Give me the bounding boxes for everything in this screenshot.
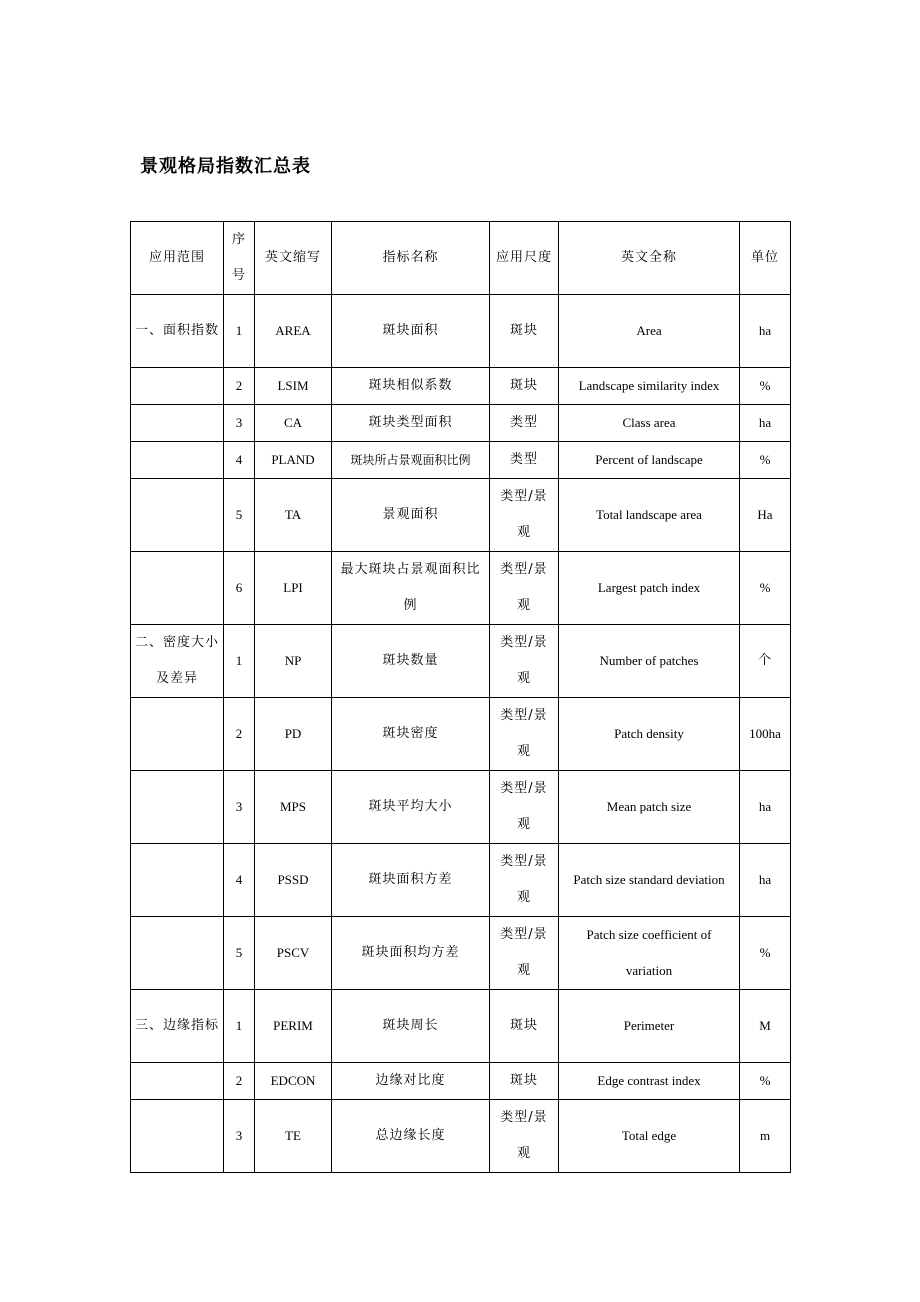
- index-table: [130, 221, 791, 1173]
- cell-scope: 二、密度大小及差异: [131, 625, 224, 698]
- cell-full: Total landscape area: [559, 479, 740, 552]
- cell-scale: 斑块: [490, 990, 559, 1063]
- cell-abbr: NP: [255, 625, 332, 698]
- cell-scale: 类型/景观: [490, 698, 559, 771]
- cell-name: 斑块面积: [332, 295, 490, 368]
- cell-abbr: PLAND: [255, 442, 332, 479]
- cell-full: Mean patch size: [559, 771, 740, 844]
- cell-name: 边缘对比度: [332, 1063, 490, 1100]
- cell-name: 斑块类型面积: [332, 405, 490, 442]
- cell-abbr: PERIM: [255, 990, 332, 1063]
- cell-full: Total edge: [559, 1100, 740, 1173]
- cell-unit: Ha: [740, 479, 791, 552]
- table-row: [131, 368, 791, 405]
- cell-scope: 一、面积指数: [131, 295, 224, 368]
- cell-no: 2: [224, 368, 255, 405]
- cell-unit: ha: [740, 295, 791, 368]
- cell-scope: [131, 771, 224, 844]
- cell-abbr: LPI: [255, 552, 332, 625]
- cell-full: Class area: [559, 405, 740, 442]
- cell-abbr: CA: [255, 405, 332, 442]
- cell-abbr: TE: [255, 1100, 332, 1173]
- table-row: [131, 1100, 791, 1173]
- cell-scope: [131, 1063, 224, 1100]
- table-row: [131, 442, 791, 479]
- cell-no: 5: [224, 479, 255, 552]
- cell-name: 斑块平均大小: [332, 771, 490, 844]
- cell-unit: %: [740, 1063, 791, 1100]
- cell-name: 最大斑块占景观面积比例: [332, 552, 490, 625]
- cell-abbr: LSIM: [255, 368, 332, 405]
- cell-no: 1: [224, 990, 255, 1063]
- cell-scale: 类型/景观: [490, 844, 559, 917]
- cell-full: Number of patches: [559, 625, 740, 698]
- cell-scope: [131, 1100, 224, 1173]
- page-title: 景观格局指数汇总表: [140, 156, 311, 177]
- cell-name: 斑块面积方差: [332, 844, 490, 917]
- cell-scope: [131, 442, 224, 479]
- header-no: 序号: [224, 222, 255, 295]
- header-scale: 应用尺度: [490, 222, 559, 295]
- cell-scale: 类型/景观: [490, 552, 559, 625]
- table-row: [131, 405, 791, 442]
- cell-name: 斑块周长: [332, 990, 490, 1063]
- cell-unit: %: [740, 368, 791, 405]
- cell-name: 斑块所占景观面积比例: [332, 442, 490, 479]
- cell-unit: 个: [740, 625, 791, 698]
- cell-scope: [131, 844, 224, 917]
- table-row: [131, 771, 791, 844]
- cell-full: Edge contrast index: [559, 1063, 740, 1100]
- cell-full: Area: [559, 295, 740, 368]
- cell-unit: 100ha: [740, 698, 791, 771]
- cell-scope: [131, 917, 224, 990]
- table-header-row: [131, 222, 791, 295]
- cell-scope: [131, 698, 224, 771]
- table-row: [131, 844, 791, 917]
- cell-scale: 类型/景观: [490, 771, 559, 844]
- cell-scale: 类型: [490, 405, 559, 442]
- header-unit: 单位: [740, 222, 791, 295]
- table-row: [131, 295, 791, 368]
- cell-full: Patch density: [559, 698, 740, 771]
- cell-abbr: PD: [255, 698, 332, 771]
- cell-unit: M: [740, 990, 791, 1063]
- cell-full: Percent of landscape: [559, 442, 740, 479]
- cell-unit: ha: [740, 844, 791, 917]
- cell-name: 总边缘长度: [332, 1100, 490, 1173]
- cell-no: 1: [224, 295, 255, 368]
- cell-no: 6: [224, 552, 255, 625]
- cell-scope: [131, 368, 224, 405]
- cell-no: 3: [224, 771, 255, 844]
- cell-no: 5: [224, 917, 255, 990]
- cell-scope: [131, 479, 224, 552]
- cell-no: 2: [224, 1063, 255, 1100]
- cell-scale: 类型/景观: [490, 479, 559, 552]
- cell-scale: 斑块: [490, 295, 559, 368]
- table-row: [131, 1063, 791, 1100]
- cell-full: Patch size coefficient of variation: [559, 917, 740, 990]
- cell-name: 斑块相似系数: [332, 368, 490, 405]
- cell-full: Patch size standard deviation: [559, 844, 740, 917]
- header-full: 英文全称: [559, 222, 740, 295]
- cell-name: 斑块面积均方差: [332, 917, 490, 990]
- table-row: [131, 552, 791, 625]
- cell-no: 1: [224, 625, 255, 698]
- cell-full: Landscape similarity index: [559, 368, 740, 405]
- table-row: [131, 698, 791, 771]
- cell-unit: m: [740, 1100, 791, 1173]
- cell-unit: %: [740, 917, 791, 990]
- cell-scope: 三、边缘指标: [131, 990, 224, 1063]
- cell-no: 3: [224, 405, 255, 442]
- cell-scope: [131, 552, 224, 625]
- cell-no: 4: [224, 442, 255, 479]
- cell-no: 3: [224, 1100, 255, 1173]
- cell-abbr: EDCON: [255, 1063, 332, 1100]
- cell-unit: ha: [740, 771, 791, 844]
- table-row: [131, 917, 791, 990]
- cell-no: 2: [224, 698, 255, 771]
- cell-unit: %: [740, 442, 791, 479]
- cell-name: 斑块密度: [332, 698, 490, 771]
- cell-abbr: TA: [255, 479, 332, 552]
- cell-unit: %: [740, 552, 791, 625]
- cell-scope: [131, 405, 224, 442]
- cell-scale: 斑块: [490, 1063, 559, 1100]
- header-abbr: 英文缩写: [255, 222, 332, 295]
- cell-scale: 类型: [490, 442, 559, 479]
- cell-full: Perimeter: [559, 990, 740, 1063]
- table-row: [131, 990, 791, 1063]
- header-scope: 应用范围: [131, 222, 224, 295]
- cell-scale: 类型/景观: [490, 917, 559, 990]
- cell-abbr: PSSD: [255, 844, 332, 917]
- cell-name: 景观面积: [332, 479, 490, 552]
- cell-scale: 类型/景观: [490, 625, 559, 698]
- cell-scale: 类型/景观: [490, 1100, 559, 1173]
- cell-unit: ha: [740, 405, 791, 442]
- cell-abbr: MPS: [255, 771, 332, 844]
- cell-name: 斑块数量: [332, 625, 490, 698]
- cell-abbr: AREA: [255, 295, 332, 368]
- cell-no: 4: [224, 844, 255, 917]
- cell-scale: 斑块: [490, 368, 559, 405]
- table-row: [131, 479, 791, 552]
- table-row: [131, 625, 791, 698]
- cell-full: Largest patch index: [559, 552, 740, 625]
- cell-abbr: PSCV: [255, 917, 332, 990]
- header-name: 指标名称: [332, 222, 490, 295]
